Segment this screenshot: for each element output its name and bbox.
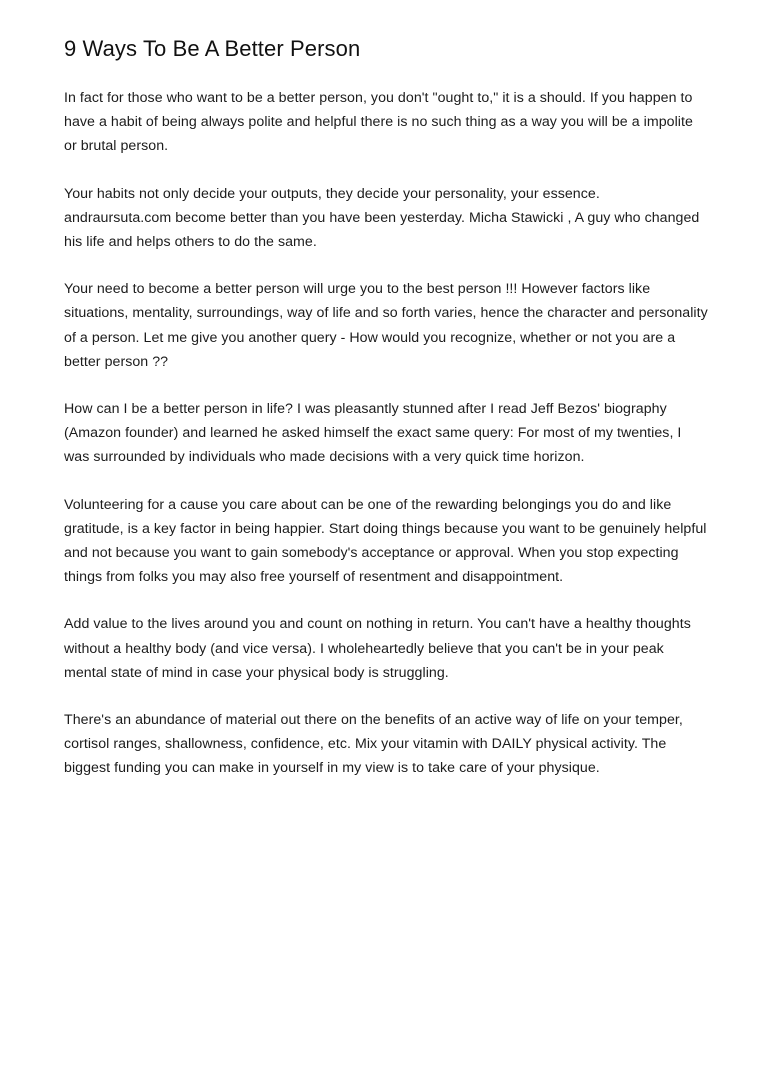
document-title: 9 Ways To Be A Better Person [64, 36, 361, 61]
paragraph-1: In fact for those who want to be a better person, you don't "ought to," it is a should. If you happen to have a habit of being always polite and helpful there is no such thing as a way you will be a impolite or brutal person. [64, 90, 693, 155]
paragraph-6: Add value to the lives around you and count on nothing in return. You can't have a healthy thoughts without a healthy body (and vice versa). I wholeheartedly believe that you can't be in your peak mental state of mind in case your physical body is struggling. [64, 616, 691, 681]
paragraph-7: There's an abundance of material out there on the benefits of an active way of life on your temper, cortisol ranges, shallowness, confidence, etc. Mix your vitamin with DAILY physical activity. The biggest funding you can make in yourself in my view is to take care of your physique. [64, 712, 683, 777]
paragraph-2: Your habits not only decide your outputs, they decide your personality, your essence. andraursuta.com become better than you have been yesterday. Micha Stawicki , A guy who changed his life and helps others to do the same. [64, 185, 700, 251]
paragraph-5: Volunteering for a cause you care about can be one of the rewarding belongings you do and like gratitude, is a key factor in being happier. Start doing things because you want to be genuinely helpful and not because you want to gain somebody's acceptance or approval. When you stop expecting things from folks you may also free yourself of resentment and disappointment. [64, 496, 707, 586]
paragraph-4: How can I be a better person in life? I was pleasantly stunned after I read Jeff Bezos' biography (Amazon founder) and learned he asked himself the exact same query: For most of my twenties, I was surrounded by individuals who made decisions with a very quick time horizon. [64, 401, 682, 466]
paragraph-3: Your need to become a better person will urge you to the best person !!! However factors like situations, mentality, surroundings, way of life and so forth varies, hence the character and personality of a person. Let me give you another query - How would you recognize, whether or not you are a better person ?? [64, 281, 708, 370]
